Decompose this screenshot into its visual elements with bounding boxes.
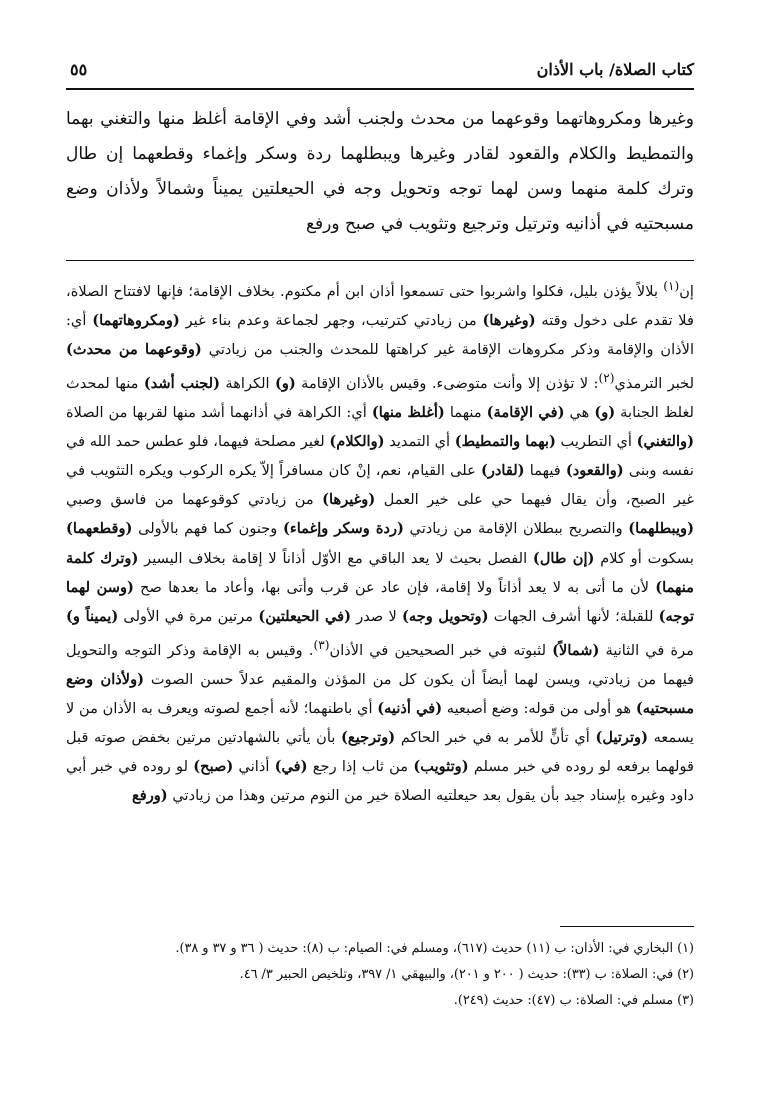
commentary-keyword: (وغيرها) — [482, 311, 536, 329]
commentary-segment: للقبلة؛ لأنها أشرف الجهات — [488, 607, 659, 625]
commentary-segment: هو أولى من قوله: وضع أصبعيه — [442, 699, 636, 717]
commentary-segment: فيهما — [524, 462, 566, 480]
commentary-segment: . وقيس به الإقامة وذكر التوجه والتحويل فيهما من زيادتي، ويسن لهما أيضاً أن يكون كل من المؤذن والمقيم عدلاً حسن الصوت — [66, 641, 694, 688]
commentary-keyword: (وترك كلمة منهما) — [66, 549, 694, 596]
commentary-keyword: (ومكروهاتهما) — [92, 311, 180, 329]
main-text: وغيرها ومكروهاتهما وقوعهما من محدث ولجنب أشد وفي الإقامة أغلظ منها والتغني بهما والتمطيط والكلام والقعود لقادر وغيرها ويبطلهما ردة وسكر وإغماء وقطعهما إن طال وترك كلمة منهما وسن لهما توجه وتحويل وجه في الحيعلتين يميناً وشمالاً ولأذان وضع مسبحتيه في أذانيه وترتيل وترجيع وتثويب في صبح ورفع — [66, 109, 694, 234]
commentary-segment: أي: الكراهة في أذانهما أشد منها لقربها من الصلاة — [66, 404, 372, 422]
commentary-keyword: (وتثويب) — [413, 758, 469, 776]
commentary-keyword: (و) — [274, 375, 296, 392]
commentary-keyword: (ورفع — [131, 787, 168, 805]
commentary-segment: إن — [679, 282, 694, 300]
commentary-keyword: (بهما والتمطيط) — [454, 433, 556, 451]
commentary-segment: أي: الأذان والإقامة وذكر مكروهات الإقامة غير كراهتها للمحدث والجنب من زيادتي — [66, 311, 695, 359]
commentary-segment: الفصل بحيث لا يعد الباقي مع الأوّل أذاناً لا إقامة بخلاف اليسير — [138, 549, 533, 567]
commentary-segment: من زيادتي كوقوعهما من فاسق وصبي — [66, 491, 323, 509]
page-header — [66, 58, 694, 86]
footnote-ref: (١) — [663, 279, 680, 293]
footnote-1: (١) البخاري في: الأذان: ب (١١) حديث (٦١٧)، ومسلم في: الصيام: ب (٨): حديث ( ٣٦ و ٣٧ و ٣٨). — [175, 941, 694, 956]
commentary-keyword: (وقطعهما) — [66, 520, 133, 538]
commentary-segment: مرة في الثانية — [599, 641, 694, 659]
commentary-keyword: (ويبطلهما) — [628, 520, 694, 538]
commentary-segment: لو روده في خبر أبي داود وغيره بإسناد جيد بأن يقول بعد حيعلتيه الصلاة خير من النوم مرتين وهذا من زيادتي — [66, 758, 694, 805]
commentary-segment: أي باطنهما؛ لأنه أجمع لصوته ويعرف به الأذان من لا يسمعه — [66, 699, 694, 746]
commentary-keyword: (ولأذان وضع مسبحتيه) — [66, 670, 695, 717]
commentary-segment: منها لمحدث لغلظ الجنابة — [66, 375, 694, 422]
commentary-segment: لثبوته في خبر الصحيحين في الأذان — [329, 641, 553, 659]
commentary-segment: على القيام، نعم، إنْ كان مسافراً إلاّ يكره الركوب ويكره التثويب في غير الصبح، وأن يقال فيهما حي على خير العمل — [66, 462, 694, 509]
footnotes — [66, 936, 694, 1014]
commentary-text — [66, 272, 694, 810]
commentary-segment: مرتين مرة في الأولى — [118, 607, 259, 625]
commentary-keyword: (في) — [274, 758, 308, 776]
footnote-divider — [560, 926, 694, 927]
commentary-keyword: (وتحويل وجه) — [402, 607, 489, 625]
commentary-keyword: (صبح) — [193, 758, 234, 776]
commentary-keyword: (وسن لهما توجه) — [66, 578, 695, 625]
header-rule — [66, 88, 694, 90]
main-text-divider — [66, 260, 694, 261]
commentary-keyword: (ردة وسكر وإغماء) — [282, 520, 404, 538]
commentary-segment: لأن ما أتى به لا يعد أذاناً ولا إقامة، فإن عاد عن قرب وأتى بها، وأعاد ما بعدها صح — [133, 578, 656, 596]
commentary-segment: منهما — [444, 404, 487, 422]
footnote-3: (٣) مسلم في: الصلاة: ب (٤٧): حديث (٢٤٩). — [453, 993, 694, 1008]
page-number: ٥٥ — [70, 60, 88, 79]
commentary-keyword: (و) — [594, 404, 616, 422]
commentary-keyword: (في الحيعلتين) — [258, 607, 352, 625]
footnote-2: (٢) في: الصلاة: ب (٣٣): حديث ( ٢٠٠ و ٢٠١)، والبيهقي ١/ ٣٩٧، وتلخيص الحبير ٣/ ٤٦. — [239, 967, 694, 982]
commentary-segment: بسكوت أو كلام — [594, 549, 694, 567]
commentary-keyword: (وترجيع) — [341, 728, 396, 746]
commentary-segment: بلالاً يؤذن بليل، فكلوا واشربوا حتى تسمعوا أذان ابن أم مكتوم. بخلاف الإقامة؛ فإنها لافتتاح الصلاة، فلا تقدم على دخول وقته — [66, 282, 694, 329]
commentary-keyword: (وترتيل) — [595, 728, 648, 746]
commentary-keyword: (يميناً و) — [66, 607, 119, 625]
commentary-segment: هي — [564, 404, 595, 422]
commentary-keyword: (وقوعهما من محدث) — [66, 341, 202, 359]
commentary-segment: الكراهة — [220, 375, 275, 392]
commentary-segment: بأن يأتي بالشهادتين مرتين بخفض صوته قبل قولهما برفعه لو روده في خبر مسلم — [66, 728, 694, 776]
commentary-keyword: (وغيرها) — [322, 491, 376, 509]
commentary-segment: أذاني — [233, 758, 275, 776]
commentary-segment: أي التطريب — [555, 433, 637, 451]
footnote-ref: (٣) — [313, 637, 330, 652]
commentary-segment: من ثاب إذا رجع — [307, 758, 414, 776]
commentary-segment: لغير مصلحة فيهما، فلو عطس حمد الله في نفسه وبنى — [66, 433, 694, 480]
footnote-ref: (٢) — [598, 371, 615, 386]
commentary-segment: أي تأنٍّ للأمر به في خبر الحاكم — [395, 728, 596, 746]
commentary-keyword: (إن طال) — [532, 549, 595, 567]
commentary-segment: أي التمديد — [384, 433, 455, 451]
commentary-keyword: (والكلام) — [329, 433, 385, 451]
commentary-keyword: (لقادر) — [480, 462, 525, 480]
commentary-keyword: (والقعود) — [565, 462, 624, 480]
commentary-segment: وجنون كما فهم بالأولى — [132, 520, 283, 538]
commentary-keyword: (شمالاً) — [552, 641, 600, 659]
commentary-segment: من زيادتي كترتيب، وجهر لجماعة وعدم بناء غير — [179, 311, 483, 329]
commentary-segment: والتصريح ببطلان الإقامة من زيادتي — [403, 520, 629, 538]
commentary-keyword: (في الإقامة) — [486, 404, 565, 422]
commentary-keyword: (أغلظ منها) — [371, 404, 445, 422]
commentary-segment: : لا تؤذن إلا وأنت متوضىء. وقيس بالأذان الإقامة — [295, 375, 599, 392]
commentary-segment: لا صدر — [351, 607, 402, 625]
running-title: كتاب الصلاة/ باب الأذان — [536, 60, 694, 79]
commentary-segment: لخبر الترمذي — [614, 375, 695, 392]
commentary-keyword: (في أذنيه) — [377, 699, 443, 717]
commentary-keyword: (والتغني) — [636, 433, 694, 451]
commentary-keyword: (لجنب أشد) — [143, 375, 221, 392]
